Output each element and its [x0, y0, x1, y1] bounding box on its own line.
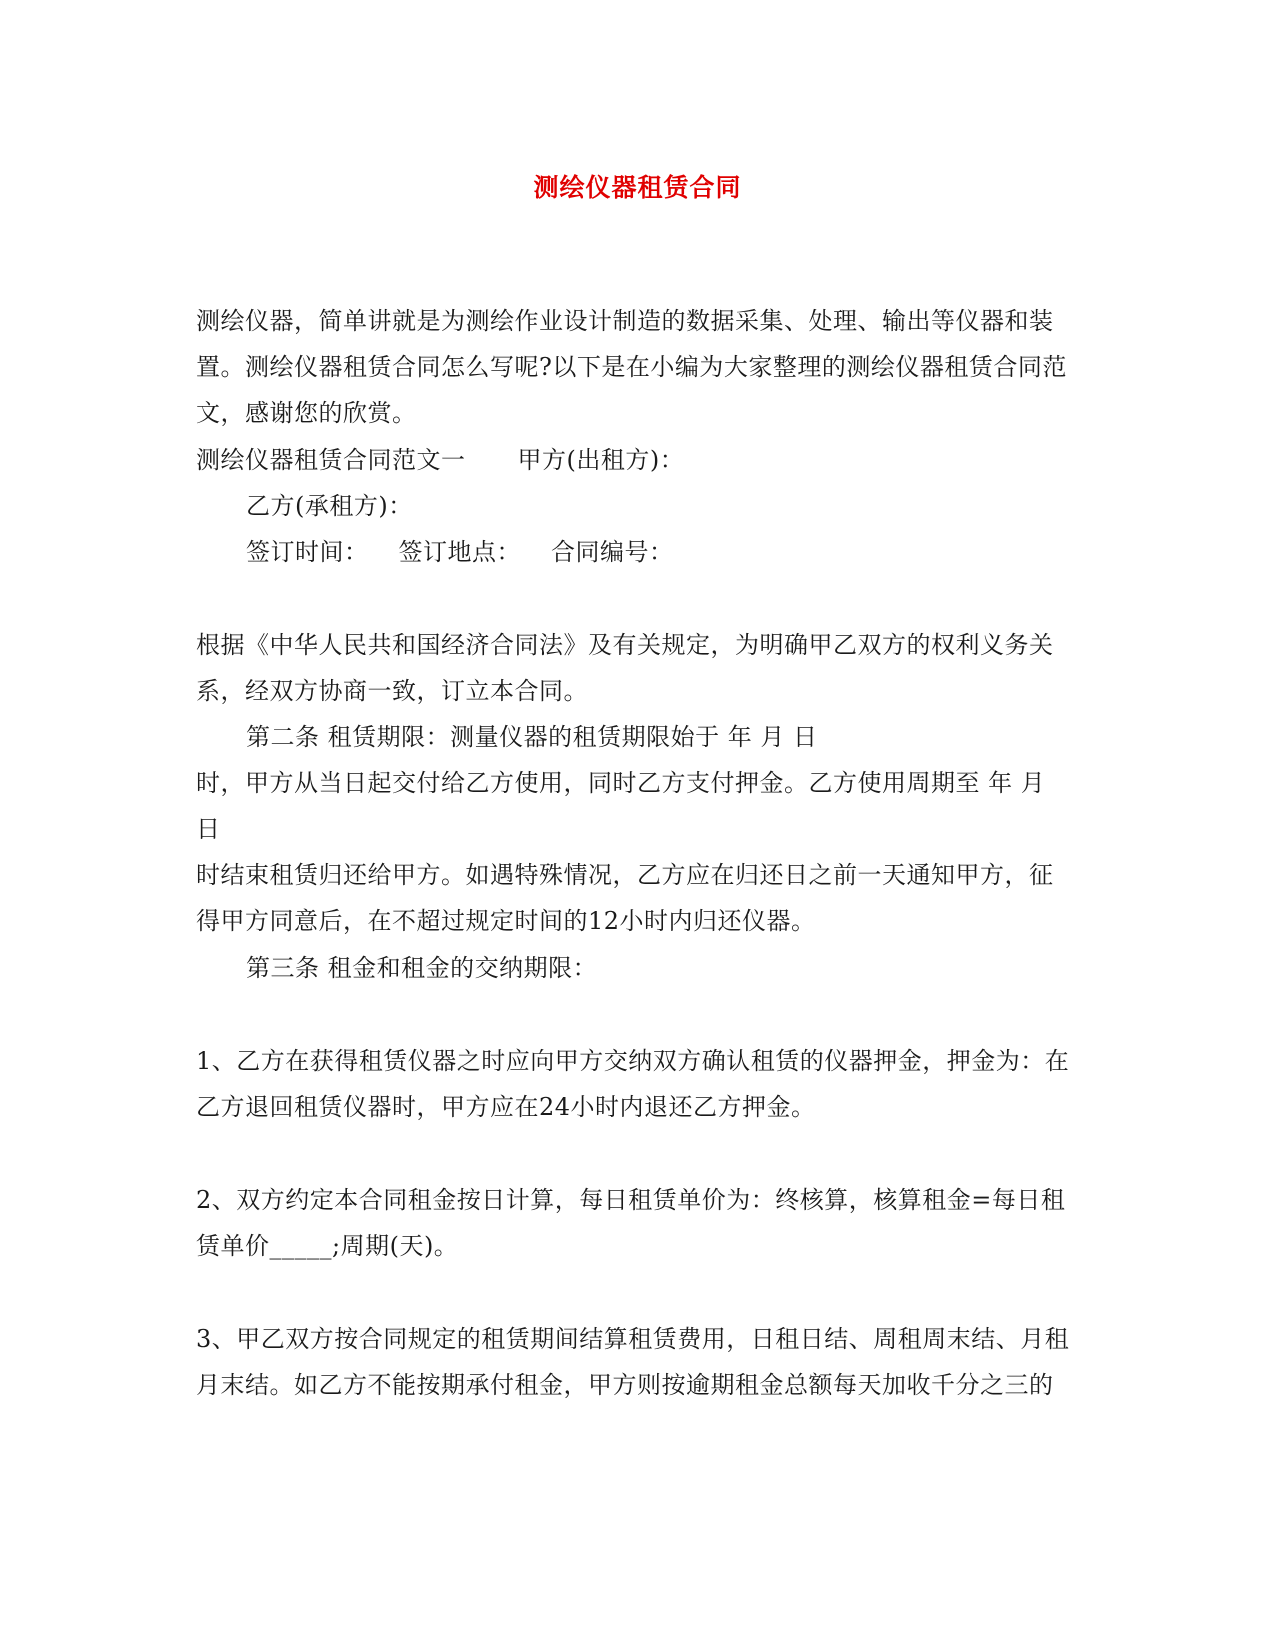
clause-1-line-1: 1、乙方在获得租赁仪器之时应向甲方交纳双方确认租赁的仪器押金，押金为：在 — [196, 1047, 1070, 1075]
intro-line-1: 测绘仪器，简单讲就是为测绘作业设计制造的数据采集、处理、输出等仪器和装 — [196, 307, 1054, 335]
intro-line-3: 文，感谢您的欣赏。 — [196, 399, 417, 427]
document-title: 测绘仪器租赁合同 — [533, 173, 742, 202]
intro-line-2: 置。测绘仪器租赁合同怎么写呢?以下是在小编为大家整理的测绘仪器租赁合同范 — [196, 353, 1067, 381]
article-2-line-1: 第二条 租赁期限：测量仪器的租赁期限始于 年 月 日 — [246, 723, 818, 751]
signing-time-label: 签订时间： — [246, 538, 369, 566]
clause-3-line-1: 3、甲乙双方按合同规定的租赁期间结算租赁费用，日租日结、周租周末结、月租 — [196, 1325, 1070, 1353]
basis-line-1: 根据《中华人民共和国经济合同法》及有关规定，为明确甲乙双方的权利义务关 — [196, 631, 1054, 659]
contract-number-label: 合同编号： — [551, 538, 674, 566]
article-2-line-4: 时结束租赁归还给甲方。如遇特殊情况，乙方应在归还日之前一天通知甲方，征 — [196, 861, 1054, 889]
article-3-heading: 第三条 租金和租金的交纳期限： — [246, 954, 598, 982]
party-b-label: 乙方(承租方)： — [246, 492, 413, 520]
sample-heading-row — [196, 445, 684, 475]
party-a-label: 甲方(出租方)： — [517, 446, 685, 474]
signing-place-label: 签订地点： — [398, 538, 521, 566]
sample-heading: 测绘仪器租赁合同范文一 — [196, 446, 466, 474]
clause-3-line-2: 月末结。如乙方不能按期承付租金，甲方则按逾期租金总额每天加收千分之三的 — [196, 1371, 1054, 1399]
article-2-line-3: 日 — [196, 815, 221, 843]
article-2-line-5: 得甲方同意后，在不超过规定时间的12小时内归还仪器。 — [196, 907, 816, 935]
clause-2-line-2: 赁单价_____;周期(天)。 — [196, 1232, 459, 1260]
signing-info-row — [246, 537, 674, 567]
clause-2-line-1: 2、双方约定本合同租金按日计算，每日租赁单价为：终核算，核算租金=每日租 — [196, 1186, 1066, 1214]
basis-line-2: 系，经双方协商一致，订立本合同。 — [196, 677, 588, 705]
article-2-line-2: 时，甲方从当日起交付给乙方使用，同时乙方支付押金。乙方使用周期至 年 月 — [196, 769, 1046, 797]
clause-1-line-2: 乙方退回租赁仪器时，甲方应在24小时内退还乙方押金。 — [196, 1093, 816, 1121]
